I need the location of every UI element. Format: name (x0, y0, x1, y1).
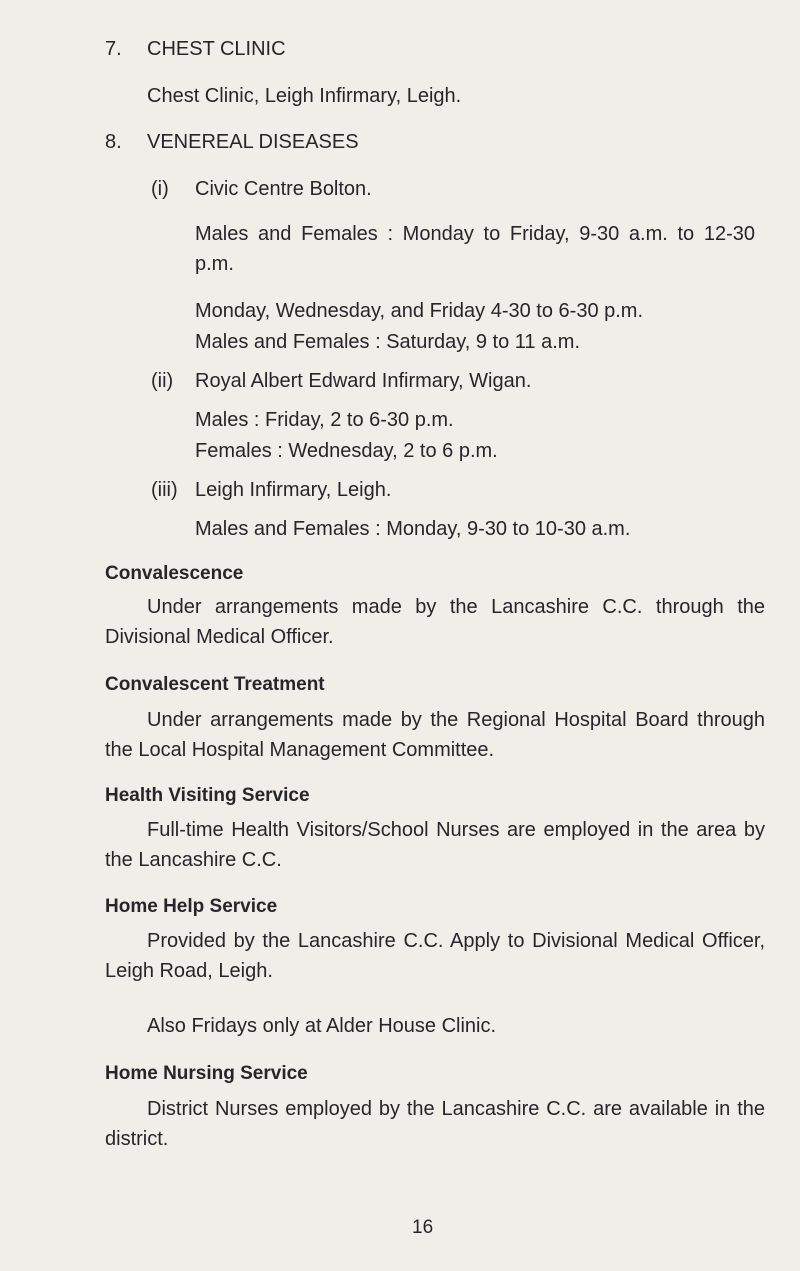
chest-clinic-location: Chest Clinic, Leigh Infirmary, Leigh. (147, 85, 462, 107)
section-heading-home-nursing: Home Nursing Service (105, 1063, 308, 1084)
vd-item-line: Males : Friday, 2 to 6-30 p.m. (195, 409, 454, 431)
section-heading-health-visiting: Health Visiting Service (105, 785, 310, 806)
section-title-chest-clinic: CHEST CLINIC (147, 38, 286, 60)
section-number-venereal-diseases: 8. (105, 131, 122, 153)
section-paragraph: Provided by the Lancashire C.C. Apply to Divisional Medical Officer, Leigh Road, Leigh. (105, 930, 765, 982)
vd-item-line: Females : Wednesday, 2 to 6 p.m. (195, 440, 498, 462)
section-heading-convalescence: Convalescence (105, 563, 244, 584)
vd-item-line: Monday, Wednesday, and Friday 4-30 to 6-30 p.m. (195, 300, 644, 322)
page-number: 16 (412, 1217, 434, 1238)
vd-item-location: Leigh Infirmary, Leigh. (195, 479, 392, 501)
section-paragraph: Also Fridays only at Alder House Clinic. (147, 1015, 497, 1037)
vd-item-location: Royal Albert Edward Infirmary, Wigan. (195, 370, 532, 392)
section-number-chest-clinic: 7. (105, 38, 122, 60)
section-title-venereal-diseases: VENEREAL DISEASES (147, 131, 359, 153)
section-heading-convalescent-treatment: Convalescent Treatment (105, 674, 325, 695)
vd-item-marker: (ii) (151, 370, 174, 392)
vd-item-line: Males and Females : Monday, 9-30 to 10-30 a.m. (195, 518, 631, 540)
vd-item-line: Males and Females : Monday to Friday, 9-30 a.m. to 12-30 p.m. (195, 223, 755, 275)
vd-item-location: Civic Centre Bolton. (195, 178, 372, 200)
section-paragraph: Under arrangements made by the Lancashire C.C. through the Divisional Medical Officer. (105, 596, 765, 648)
vd-item-marker: (iii) (151, 479, 178, 501)
vd-item-marker: (i) (151, 178, 169, 200)
section-paragraph: Full-time Health Visitors/School Nurses are employed in the area by the Lancashire C.C. (105, 819, 765, 871)
section-heading-home-help: Home Help Service (105, 896, 278, 917)
section-paragraph: District Nurses employed by the Lancashire C.C. are available in the district. (105, 1098, 765, 1150)
vd-item-line: Males and Females : Saturday, 9 to 11 a.m. (195, 331, 580, 353)
section-paragraph: Under arrangements made by the Regional Hospital Board through the Local Hospital Management Committee. (105, 709, 765, 761)
